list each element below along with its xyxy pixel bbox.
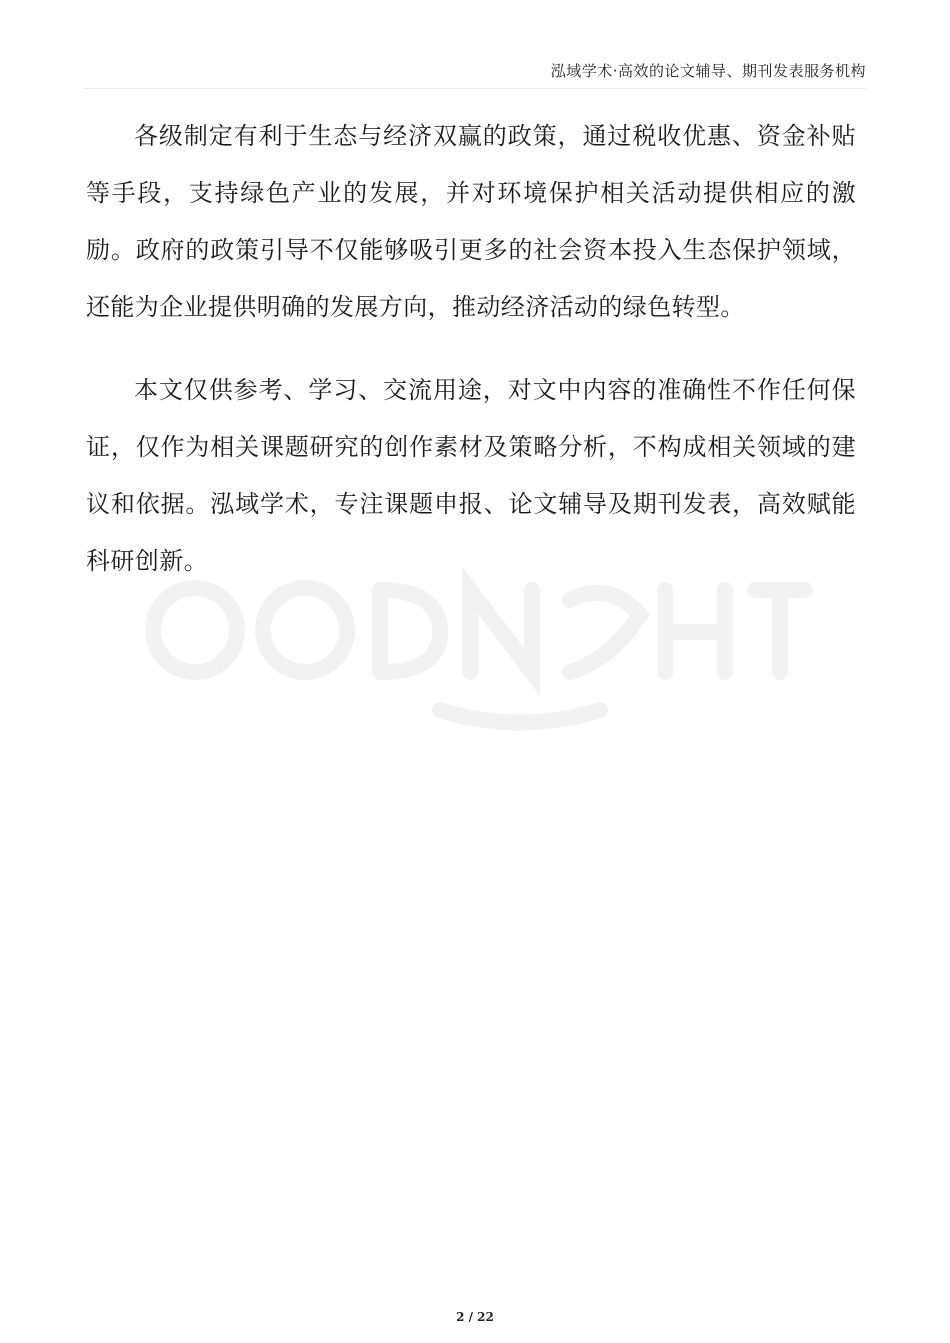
- document-body: [86, 108, 856, 616]
- paragraph-disclaimer: 本文仅供参考、学习、交流用途，对文中内容的准确性不作任何保证，仅作为相关课题研究的创作素材及策略分析，不构成相关领域的建议和依据。泓域学术，专注课题申报、论文辅导及期刊发表，高效赋能科研创新。: [86, 376, 856, 575]
- running-header: 泓域学术·高效的论文辅导、期刊发表服务机构: [550, 62, 866, 80]
- paragraph-policy: 各级制定有利于生态与经济双赢的政策，通过税收优惠、资金补贴等手段，支持绿色产业的发展，并对环境保护相关活动提供相应的激励。政府的政策引导不仅能够吸引更多的社会资本投入生态保护领域，还能为企业提供明确的发展方向，推动经济活动的绿色转型。: [86, 122, 856, 321]
- page-number: 2 / 22: [456, 1310, 494, 1324]
- header-divider: [84, 88, 866, 89]
